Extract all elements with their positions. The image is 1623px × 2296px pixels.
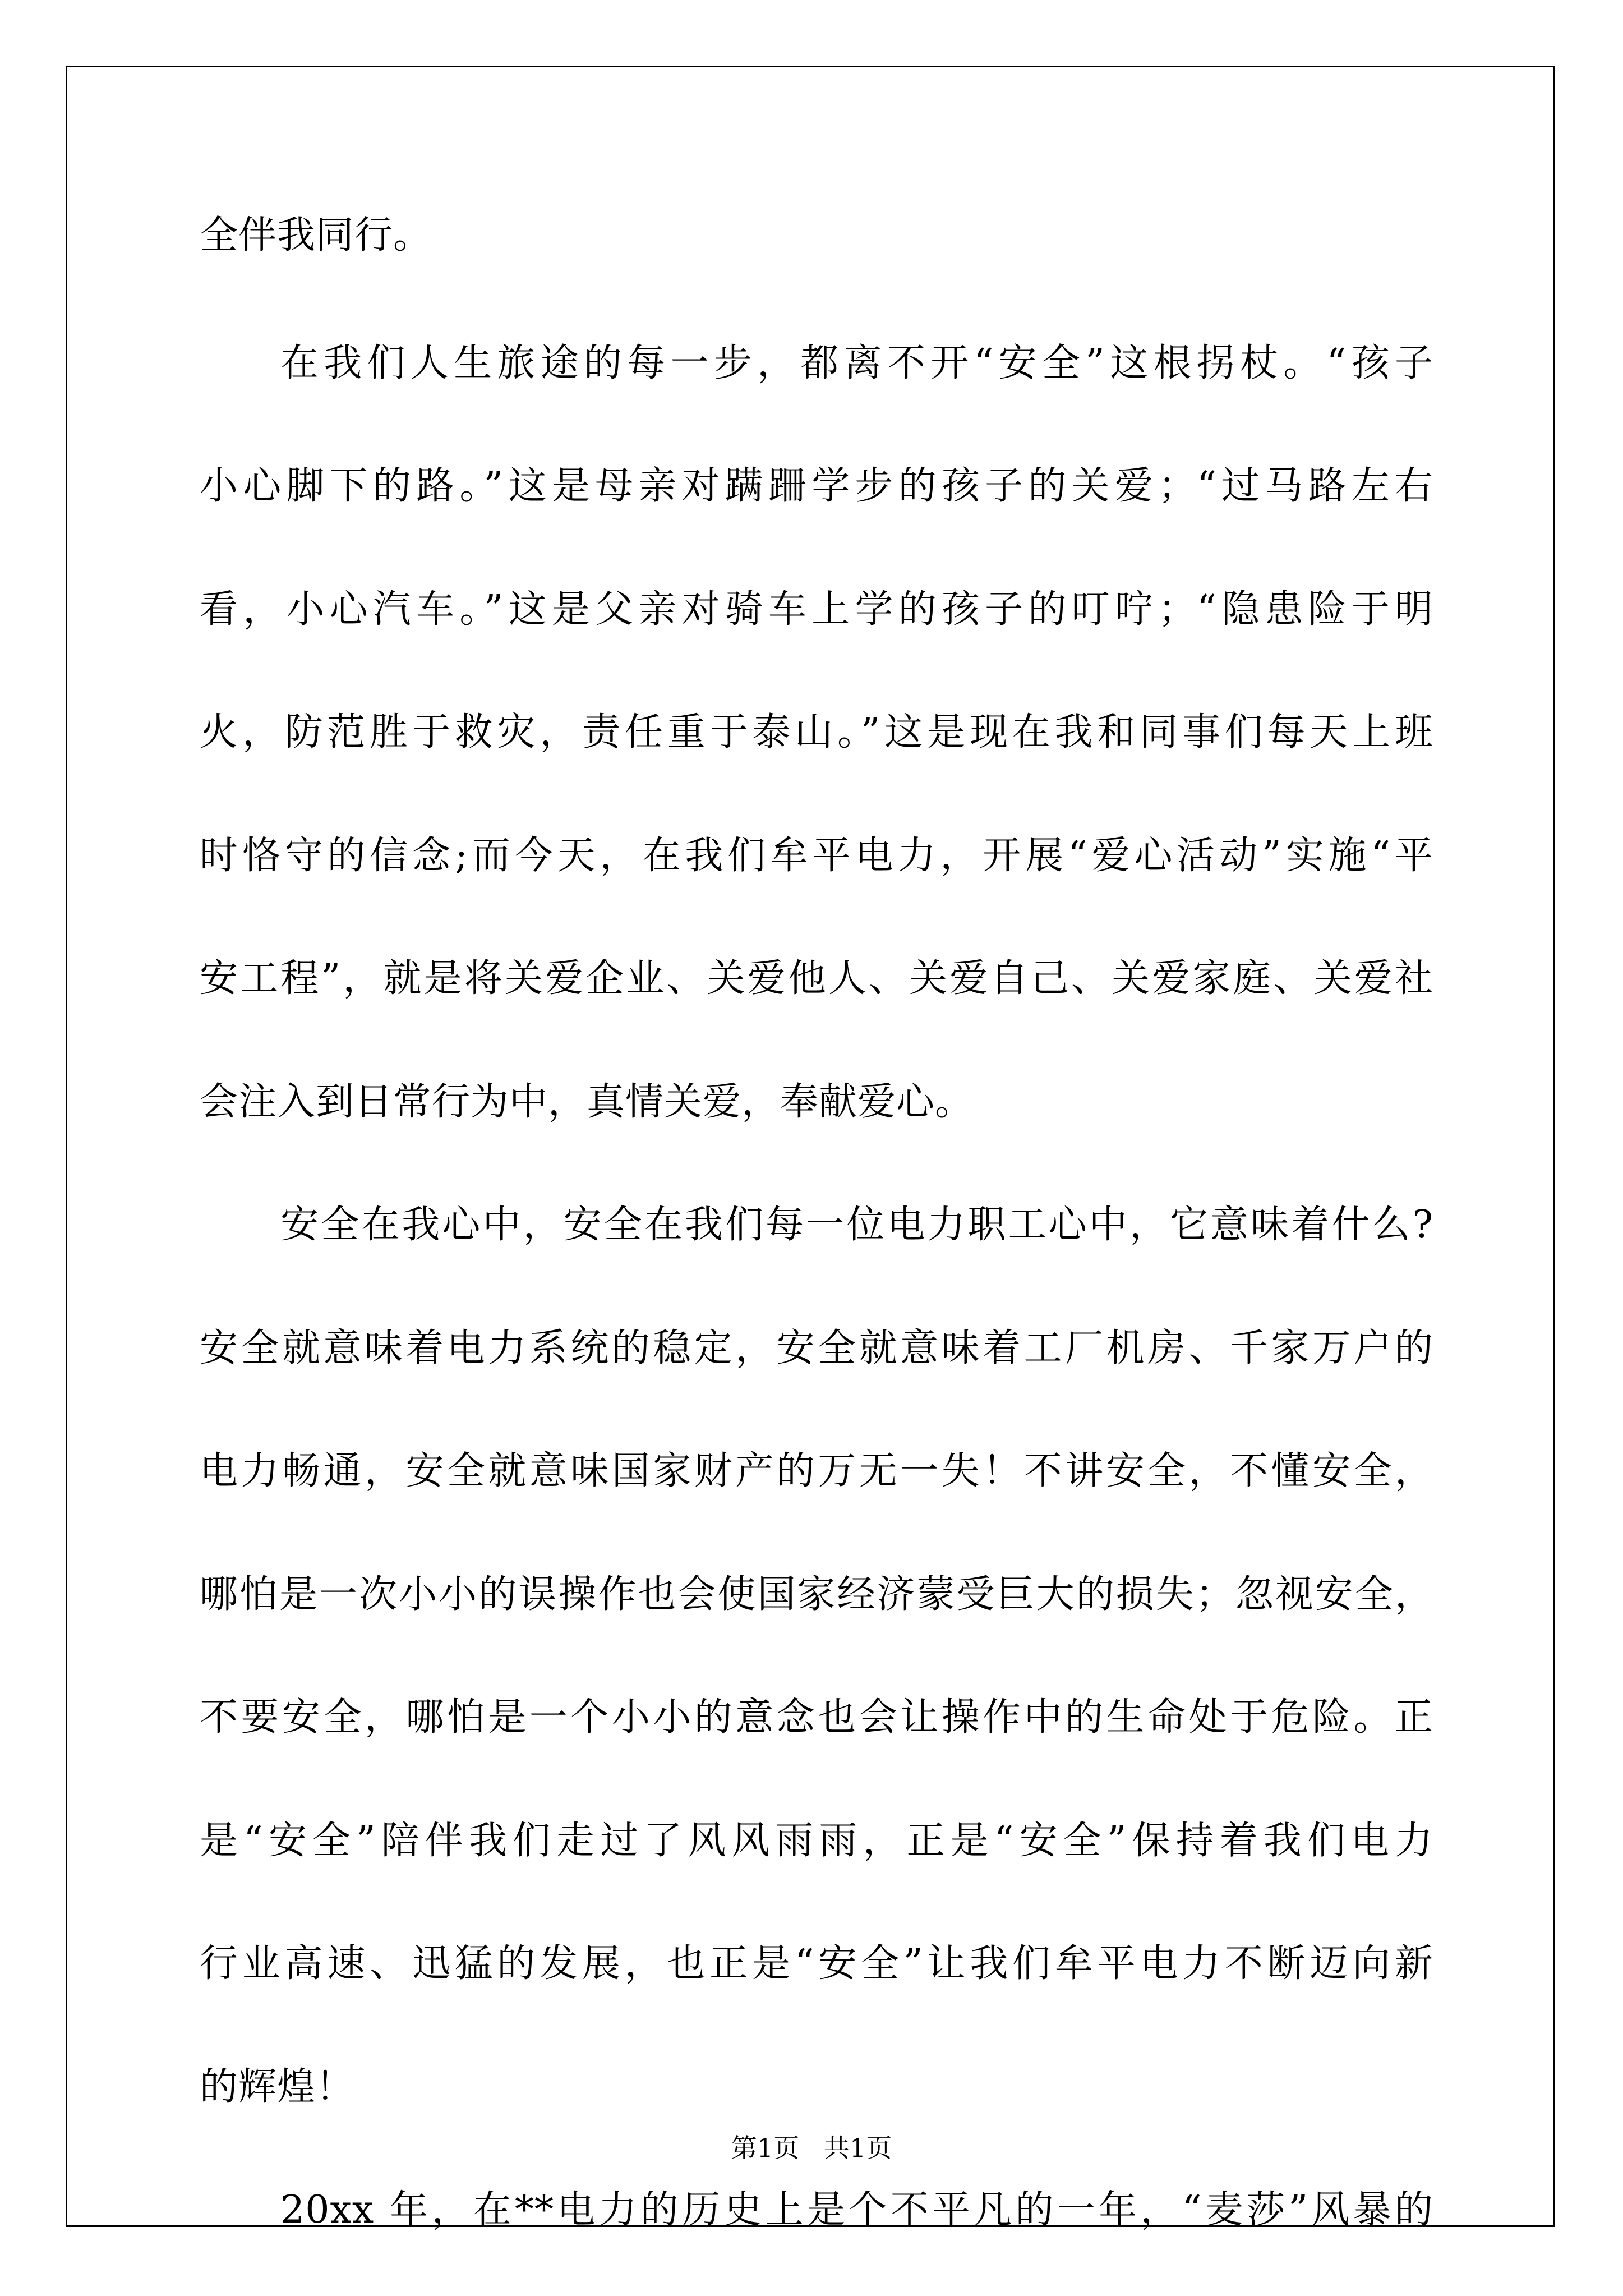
- text-line: 行业高速、迅猛的发展，也正是“安全”让我们牟平电力不断迈向新: [200, 1941, 1433, 1986]
- text-line: 哪怕是一次小小的误操作也会使国家经济蒙受巨大的损失；忽视安全，: [200, 1572, 1433, 1617]
- text-line: 安全就意味着电力系统的稳定，安全就意味着工厂机房、千家万户的: [200, 1326, 1433, 1370]
- text-line: 不要安全，哪怕是一个小小的意念也会让操作中的生命处于危险。正: [200, 1695, 1433, 1740]
- text-line: 会注入到日常行为中，真情关爱，奉献爱心。: [200, 1080, 974, 1124]
- page-footer: 第1页 共1页: [731, 2133, 892, 2163]
- text-line: 在我们人生旅途的每一步，都离不开“安全”这根拐杖。“孩子: [280, 341, 1433, 385]
- text-line: 安全在我心中，安全在我们每一位电力职工心中，它意味着什么?: [280, 1203, 1433, 1247]
- text-line: 全伴我同行。: [200, 213, 432, 257]
- text-line: 时恪守的信念;而今天，在我们牟平电力，开展“爱心活动”实施“平: [200, 834, 1433, 878]
- text-line: 小心脚下的路。”这是母亲对蹒跚学步的孩子的关爱；“过马路左右: [200, 464, 1433, 508]
- text-line: 看，小心汽车。”这是父亲对骑车上学的孩子的叮咛；“隐患险于明: [200, 587, 1433, 632]
- text-line: 火，防范胜于救灾，责任重于泰山。”这是现在我和同事们每天上班: [200, 710, 1433, 754]
- text-line: 的辉煌！: [200, 2065, 355, 2109]
- text-line: 20xx 年，在**电力的历史上是个不平凡的一年，“麦莎”风暴的: [280, 2188, 1433, 2232]
- page-border: [66, 66, 1555, 2227]
- text-line: 安工程”，就是将关爱企业、关爱他人、关爱自己、关爱家庭、关爱社: [200, 956, 1433, 1001]
- text-line: 是“安全”陪伴我们走过了风风雨雨，正是“安全”保持着我们电力: [200, 1819, 1433, 1863]
- text-line: 电力畅通，安全就意味国家财产的万无一失！不讲安全，不懂安全，: [200, 1449, 1433, 1493]
